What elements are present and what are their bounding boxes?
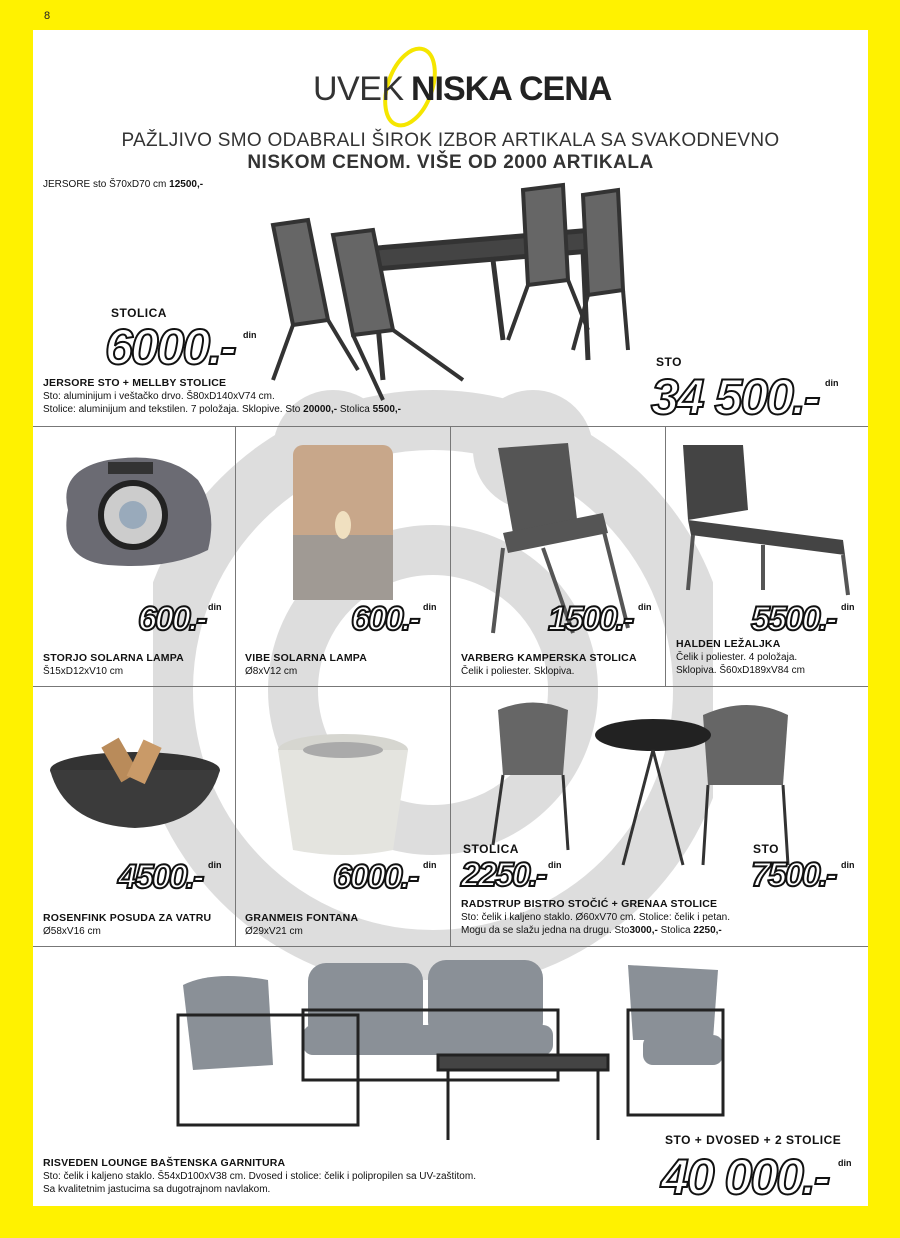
granmeis-fountain-image [273, 730, 413, 860]
radstrup-chair-currency: din [548, 860, 562, 870]
tagline-line2: NISKOM CENOM. VIŠE OD 2000 ARTIKALA [247, 152, 654, 173]
halden-info [676, 638, 805, 677]
radstrup-chair-price: 2250.- [461, 856, 546, 894]
risveden-set-label: STO + DVOSED + 2 STOLICE [665, 1133, 842, 1147]
risveden-desc1: Sto: čelik i kaljeno staklo. Š54xD100xV38 cm. Dvosed i stolice: čelik i polipropilen sa UV-zaštitom. [43, 1171, 476, 1182]
risveden-lounge-set-image [173, 955, 733, 1155]
radstrup-table-currency: din [841, 860, 855, 870]
risveden-info [43, 1157, 476, 1196]
radstrup-table-price: 7500.- [751, 856, 836, 894]
vibe-info [245, 652, 367, 678]
jersore-top-note: JERSORE sto Š70xD70 cm 12500,- [43, 179, 204, 190]
halden-name: HALDEN LEŽALJKA [676, 638, 781, 650]
jersore-desc1: Sto: aluminijum i veštačko drvo. Š80xD140xV74 cm. [43, 391, 275, 402]
radstrup-desc1: Sto: čelik i kaljeno staklo. Ø60xV70 cm. Stolice: čelik i petan. [461, 912, 731, 923]
rosenfink-info [43, 912, 211, 938]
halden-desc2: Sklopiva. Š60xD189xV84 cm [676, 665, 805, 676]
varberg-price: 1500.- [548, 600, 633, 638]
halden-currency: din [841, 602, 855, 612]
rosenfink-desc: Ø58xV16 cm [43, 926, 101, 937]
varberg-info [461, 652, 637, 678]
divider [665, 426, 666, 686]
risveden-desc2: Sa kvalitetnim jastucima sa dugotrajnom navlakom. [43, 1184, 271, 1195]
risveden-name: RISVEDEN LOUNGE BAŠTENSKA GARNITURA [43, 1157, 286, 1169]
divider [235, 426, 236, 946]
jersore-name: JERSORE STO + MELLBY STOLICE [43, 377, 227, 389]
granmeis-info [245, 912, 358, 938]
jersore-chair-label: STOLICA [111, 306, 167, 320]
radstrup-desc2: Mogu da se slažu jedna na drugu. Sto3000,- Stolica 2250,- [461, 925, 722, 936]
rosenfink-price: 4500.- [118, 858, 203, 896]
brand-logo [313, 42, 633, 132]
radstrup-chair-label: STOLICA [463, 842, 519, 856]
storjo-info [43, 652, 184, 678]
tagline-line1: PAŽLJIVO SMO ODABRALI ŠIROK IZBOR ARTIKALA SA SVAKODNEVNO [121, 130, 780, 151]
storjo-lamp-image [48, 450, 218, 570]
vibe-currency: din [423, 602, 437, 612]
risveden-price: 40 000.- [661, 1149, 829, 1205]
jersore-table-label: STO [656, 355, 682, 369]
storjo-name: STORJO SOLARNA LAMPA [43, 652, 184, 664]
storjo-price: 600.- [138, 600, 206, 638]
jersore-table-price: 34 500.- [651, 369, 819, 425]
logo-niska-cena: NISKA CENA [411, 70, 612, 108]
vibe-desc: Ø8xV12 cm [245, 666, 298, 677]
varberg-desc: Čelik i poliester. Sklopiva. [461, 666, 575, 677]
jersore-table-currency: din [825, 378, 839, 388]
divider [450, 426, 451, 946]
granmeis-name: GRANMEIS FONTANA [245, 912, 359, 924]
vibe-lamp-image [288, 440, 398, 605]
granmeis-currency: din [423, 860, 437, 870]
vibe-price: 600.- [351, 600, 419, 638]
page-number: 8 [44, 10, 51, 22]
rosenfink-firepit-image [45, 730, 225, 840]
rosenfink-name: ROSENFINK POSUDA ZA VATRU [43, 912, 212, 924]
jersore-info [43, 377, 401, 416]
risveden-currency: din [838, 1158, 852, 1168]
halden-price: 5500.- [751, 600, 836, 638]
logo-uvek: UVEK [313, 70, 404, 108]
jersore-chair-currency: din [243, 330, 257, 340]
granmeis-desc: Ø29xV21 cm [245, 926, 303, 937]
varberg-name: VARBERG KAMPERSKA STOLICA [461, 652, 637, 664]
radstrup-info [461, 898, 730, 937]
divider [33, 946, 868, 947]
granmeis-price: 6000.- [333, 858, 418, 896]
radstrup-table-label: STO [753, 842, 779, 856]
storjo-desc: Š15xD12xV10 cm [43, 666, 124, 677]
jersore-set-image [263, 180, 663, 410]
vibe-name: VIBE SOLARNA LAMPA [245, 652, 368, 664]
catalog-page [33, 30, 868, 1206]
radstrup-name: RADSTRUP BISTRO STOČIĆ + GRENAA STOLICE [461, 898, 718, 910]
halden-lounger-image [673, 440, 853, 600]
halden-desc1: Čelik i poliester. 4 položaja. [676, 652, 798, 663]
jersore-desc2: Stolice: aluminijum and tekstilen. 7 položaja. Sklopive. Sto 20000,- Stolica 5500,- [43, 404, 401, 415]
storjo-currency: din [208, 602, 222, 612]
rosenfink-currency: din [208, 860, 222, 870]
varberg-currency: din [638, 602, 652, 612]
jersore-chair-price: 6000.- [105, 319, 235, 375]
